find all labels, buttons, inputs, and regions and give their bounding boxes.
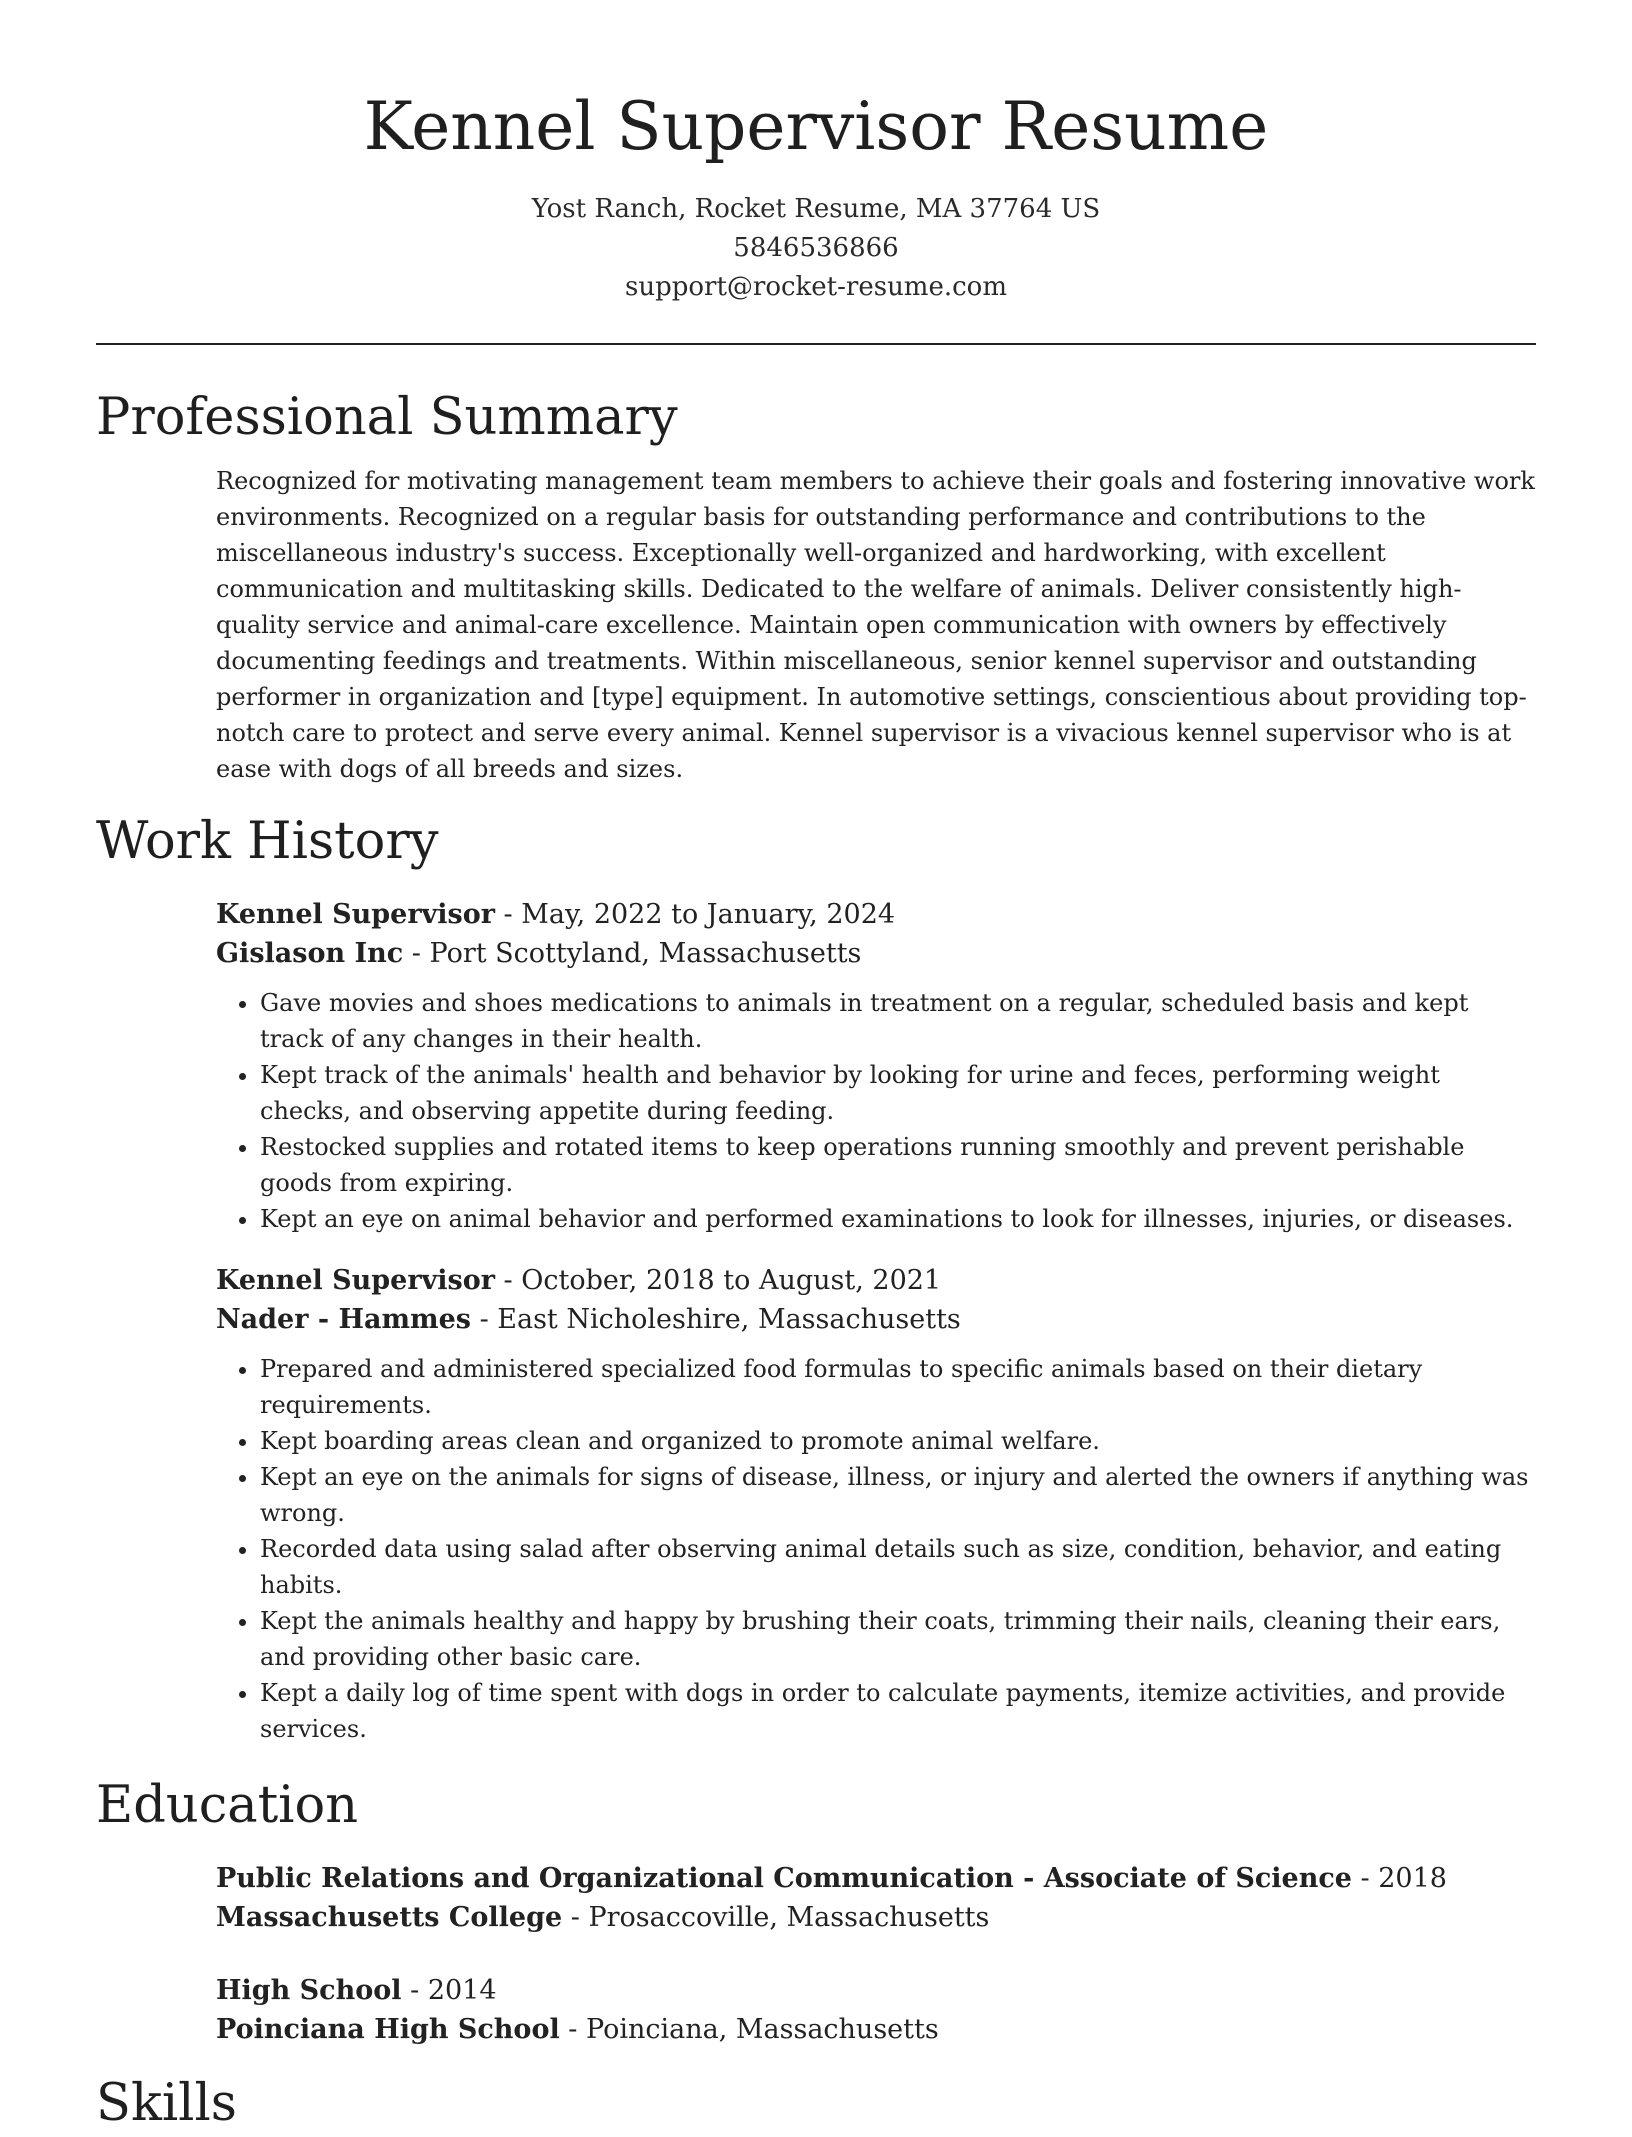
job-bullet: • Kept an eye on animal behavior and performed examinations to look for illnesses, injuries, or diseases.: [260, 1201, 1536, 1237]
job-title-line: [216, 895, 1536, 934]
job-position: Kennel Supervisor: [216, 899, 495, 930]
job-bullet: • Gave movies and shoes medications to animals in treatment on a regular, scheduled basis and kept track of any changes in their health.: [260, 985, 1536, 1057]
job-company-line: [216, 1300, 1536, 1339]
education-degree-line: [216, 1859, 1536, 1898]
contact-phone: 5846536866: [733, 233, 899, 263]
job-entry: [216, 895, 1536, 1237]
education-school: Poinciana High School: [216, 2014, 560, 2045]
education-entry: [216, 1859, 1536, 1937]
education-location: - Prosaccoville, Massachusetts: [562, 1902, 990, 1933]
job-title-line: [216, 1261, 1536, 1300]
job-bullet: • Kept track of the animals' health and behavior by looking for urine and feces, performing weight checks, and observing appetite during feeding.: [260, 1057, 1536, 1129]
job-bullet: • Recorded data using salad after observing animal details such as size, condition, behavior, and eating habits.: [260, 1531, 1536, 1603]
job-bullet: • Kept a daily log of time spent with dogs in order to calculate payments, itemize activities, and provide services.: [260, 1675, 1536, 1747]
education-entry: [216, 1971, 1536, 2049]
education-heading: Education: [96, 1776, 359, 1835]
job-company-line: [216, 934, 1536, 973]
contact-address: Yost Ranch, Rocket Resume, MA 37764 US: [531, 194, 1101, 224]
education-degree: High School: [216, 1975, 402, 2006]
resume-title: Kennel Supervisor Resume: [363, 88, 1269, 165]
education-school-line: [216, 2010, 1536, 2049]
job-location: - Port Scottyland, Massachusetts: [403, 938, 862, 969]
resume-header: [96, 0, 1536, 307]
contact-email[interactable]: support@rocket-resume.com: [624, 272, 1007, 302]
education-location: - Poinciana, Massachusetts: [559, 2014, 939, 2045]
job-dates: - October, 2018 to August, 2021: [494, 1265, 942, 1296]
work-history-heading: Work History: [96, 812, 439, 871]
education-year: - 2018: [1351, 1863, 1447, 1894]
summary-heading: Professional Summary: [96, 388, 678, 447]
header-divider: [96, 343, 1536, 345]
education-year: - 2014: [401, 1975, 497, 2006]
job-bullets: [216, 985, 1536, 1237]
job-dates: - May, 2022 to January, 2024: [494, 899, 896, 930]
job-company: Gislason Inc: [216, 938, 404, 969]
summary-text: Recognized for motivating management team members to achieve their goals and fostering innovative work environments. Recognized on a regular basis for outstanding performance and contributions to the miscellaneous industry's success. Exceptionally well-organized and hardworking, with excellent communication and multitasking skills. Dedicated to the welfare of animals. Deliver consistently high-quality service and animal-care excellence. Maintain open communication with owners by effectively documenting feedings and treatments. Within miscellaneous, senior kennel supervisor and outstanding performer in organization and [type] equipment. In automotive settings, conscientious about providing top-notch care to protect and serve every animal. Kennel supervisor is a vivacious kennel supervisor who is at ease with dogs of all breeds and sizes.: [216, 467, 1535, 783]
education-degree: Public Relations and Organizational Communication - Associate of Science: [216, 1863, 1352, 1894]
job-bullet: • Prepared and administered specialized food formulas to specific animals based on their dietary requirements.: [260, 1351, 1536, 1423]
job-company: Nader - Hammes: [216, 1304, 471, 1335]
job-entry: [216, 1261, 1536, 1747]
job-bullets: [216, 1351, 1536, 1747]
education-school: Massachusetts College: [216, 1902, 563, 1933]
job-location: - East Nicholeshire, Massachusetts: [470, 1304, 961, 1335]
job-position: Kennel Supervisor: [216, 1265, 495, 1296]
skills-heading: Skills: [96, 2074, 237, 2133]
education-school-line: [216, 1898, 1536, 1937]
job-bullet: • Restocked supplies and rotated items to keep operations running smoothly and prevent perishable goods from expiring.: [260, 1129, 1536, 1201]
education-degree-line: [216, 1971, 1536, 2010]
job-bullet: • Kept an eye on the animals for signs of disease, illness, or injury and alerted the owners if anything was wrong.: [260, 1459, 1536, 1531]
job-bullet: • Kept boarding areas clean and organized to promote animal welfare.: [260, 1423, 1536, 1459]
job-bullet: • Kept the animals healthy and happy by brushing their coats, trimming their nails, cleaning their ears, and providing other basic care.: [260, 1603, 1536, 1675]
resume-page: [96, 0, 1536, 2137]
